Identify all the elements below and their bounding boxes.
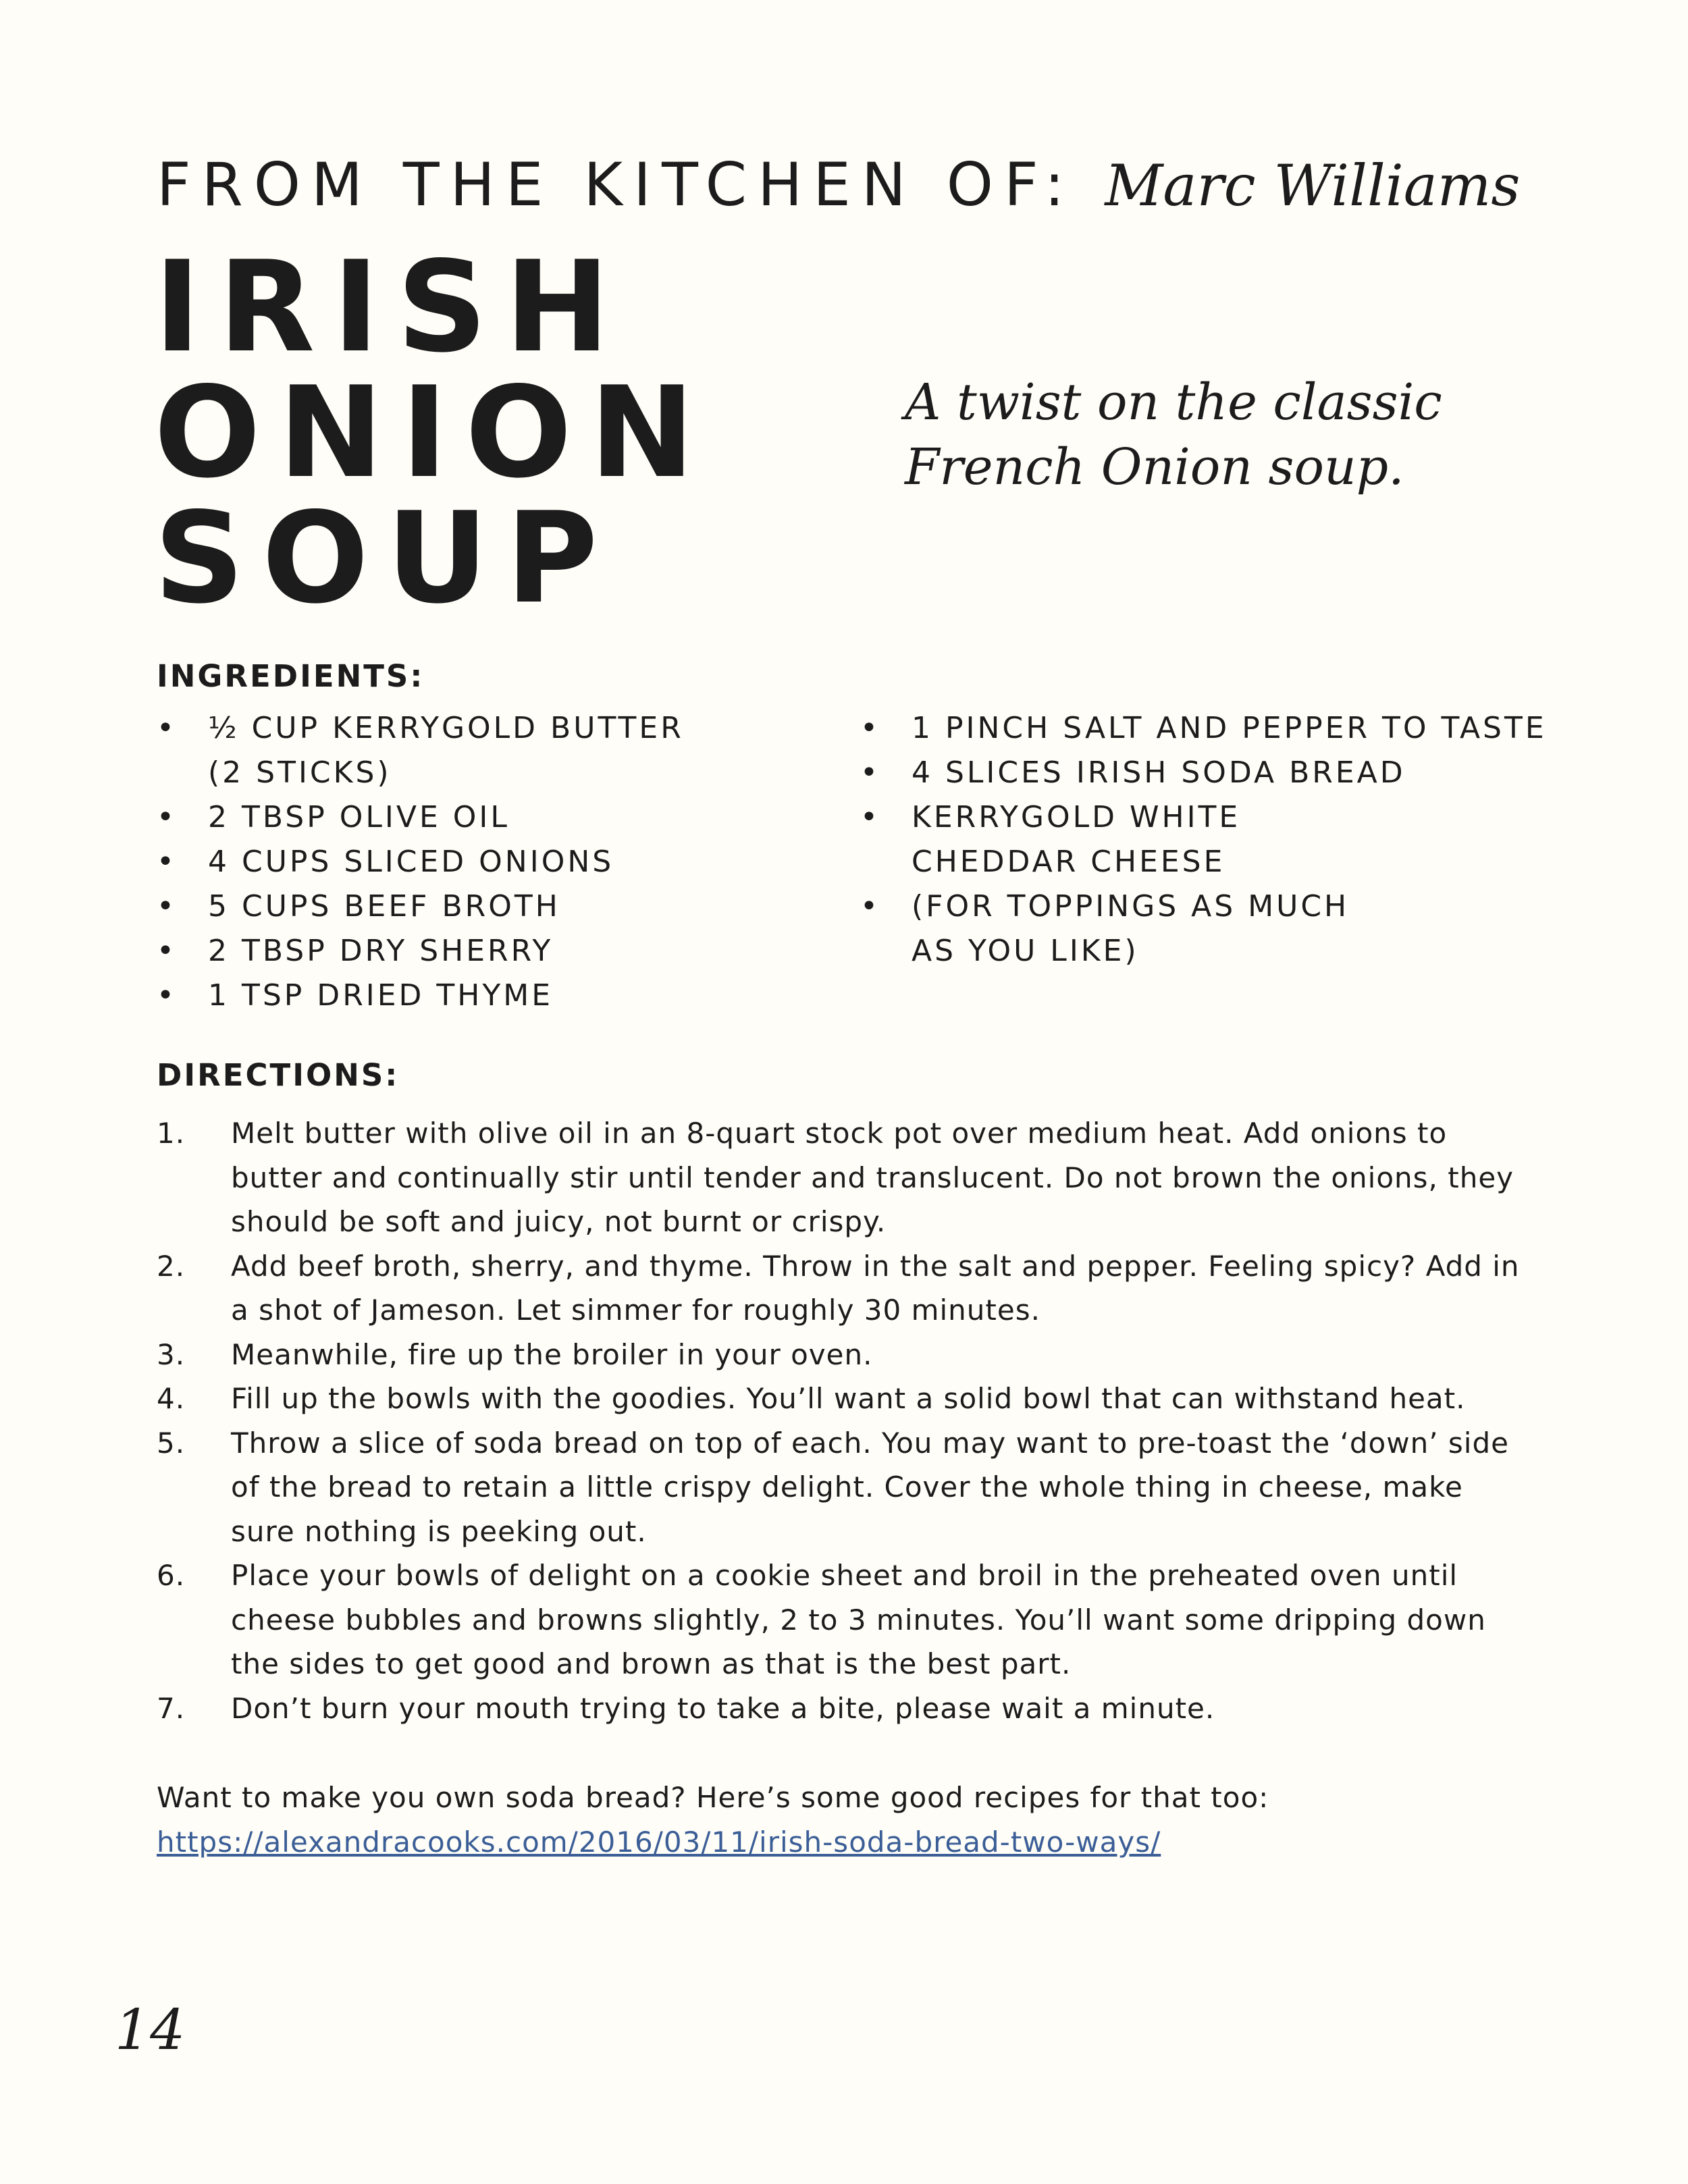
directions-list — [157, 1111, 1561, 1730]
direction-step: 2. Add beef broth, sherry, and thyme. Throw in the salt and pepper. Feeling spicy? Add in a shot of Jameson. Let simmer for roughly 30 minutes. — [157, 1244, 1561, 1333]
ingredient-item: • 4 SLICES IRISH SODA BREAD — [860, 751, 1637, 795]
soda-bread-recipe-link[interactable]: https://alexandracooks.com/2016/03/11/irish-soda-bread-two-ways/ — [157, 1826, 1161, 1859]
step-number: 3. — [157, 1337, 186, 1371]
ingredient-item: • 4 CUPS SLICED ONIONS — [157, 840, 832, 884]
ingredients-list-left — [157, 706, 832, 1018]
soda-bread-note: Want to make you own soda bread? Here’s some good recipes for that too: — [157, 1781, 1269, 1814]
step-number: 4. — [157, 1382, 186, 1415]
ingredient-item: • 2 TBSP OLIVE OIL — [157, 795, 832, 840]
ingredient-item: • 1 TSP DRIED THYME — [157, 974, 832, 1018]
ingredient-item: • 5 CUPS BEEF BROTH — [157, 884, 832, 929]
kitchen-header — [157, 150, 1521, 219]
ingredient-item: • 1 PINCH SALT AND PEPPER TO TASTE — [860, 706, 1637, 751]
tagline — [905, 370, 1442, 500]
directions-heading: DIRECTIONS: — [157, 1057, 400, 1093]
recipe-title — [154, 234, 712, 631]
ingredient-item: • KERRYGOLD WHITE CHEDDAR CHEESE — [860, 795, 1637, 884]
ingredient-item: • ½ CUP KERRYGOLD BUTTER (2 STICKS) — [157, 706, 832, 795]
direction-step: 6. Place your bowls of delight on a cookie sheet and broil in the preheated oven until cheese bubbles and browns slightly, 2 to 3 minutes. You’ll want some dripping down the sides to get good and brown as that is the best part. — [157, 1553, 1561, 1686]
step-number: 1. — [157, 1117, 186, 1150]
ingredient-item: • 2 TBSP DRY SHERRY — [157, 929, 832, 974]
step-number: 5. — [157, 1426, 186, 1460]
direction-step: 4. Fill up the bowls with the goodies. You’ll want a solid bowl that can withstand heat. — [157, 1377, 1561, 1421]
page-number: 14 — [115, 1998, 186, 2062]
from-kitchen-label: FROM THE KITCHEN OF: — [157, 150, 1076, 219]
cook-name: Marc Williams — [1105, 153, 1521, 219]
tagline-line: French Onion soup. — [905, 438, 1404, 496]
ingredients-list-right — [860, 706, 1637, 974]
step-number: 2. — [157, 1249, 186, 1283]
direction-step: 7. Don’t burn your mouth trying to take a bite, please wait a minute. — [157, 1686, 1561, 1731]
step-number: 6. — [157, 1559, 186, 1592]
title-line: ONION — [154, 359, 712, 506]
title-line: IRISH — [154, 234, 628, 380]
title-line: SOUP — [154, 485, 616, 631]
direction-step: 3. Meanwhile, fire up the broiler in your oven. — [157, 1333, 1561, 1377]
footer-note — [157, 1776, 1575, 1865]
tagline-line: A twist on the classic — [905, 373, 1442, 431]
direction-step: 5. Throw a slice of soda bread on top of each. You may want to pre-toast the ‘down’ side of the bread to retain a little crispy delight. Cover the whole thing in cheese, make sure nothing is peeking out. — [157, 1421, 1561, 1554]
step-number: 7. — [157, 1691, 186, 1725]
direction-step: 1. Melt butter with olive oil in an 8-quart stock pot over medium heat. Add onions to butter and continually stir until tender and translucent. Do not brown the onions, they should be soft and juicy, not burnt or crispy. — [157, 1111, 1561, 1244]
ingredients-heading: INGREDIENTS: — [157, 658, 425, 694]
ingredient-item: • (FOR TOPPINGS AS MUCH AS YOU LIKE) — [860, 884, 1637, 974]
